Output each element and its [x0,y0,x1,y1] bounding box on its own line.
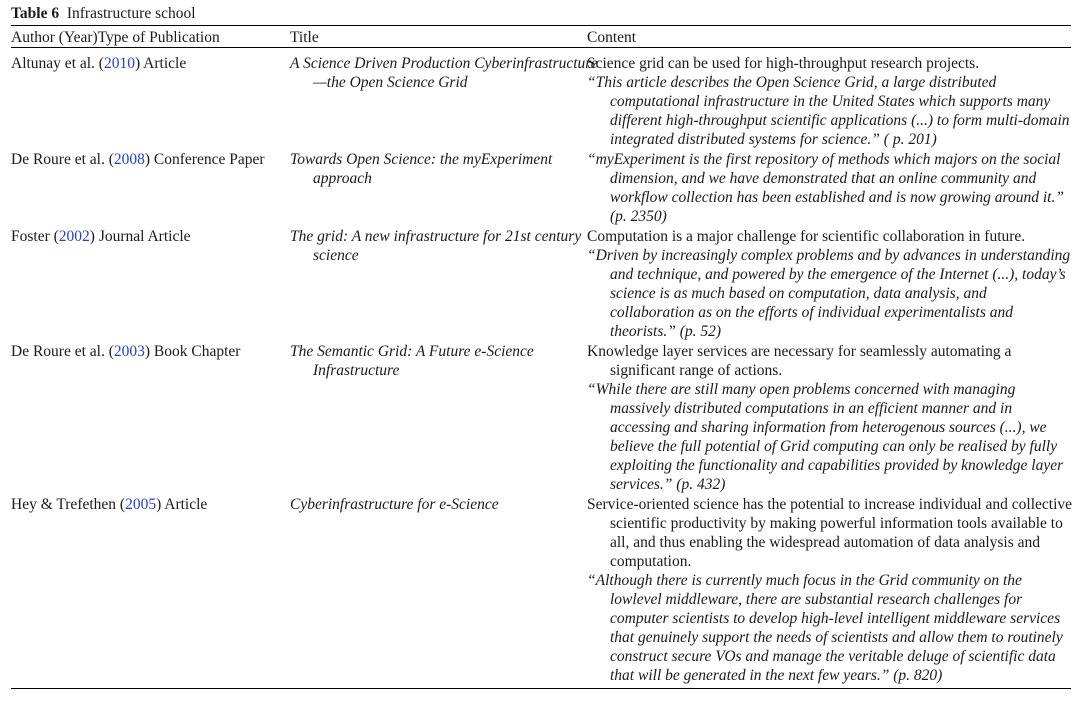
table-bottom-rule [11,688,1071,689]
row-3-title: The grid: A new infrastructure for 21st century science [290,228,582,264]
row-4-author: De Roure et al. (2003) Book Chapter [11,343,241,360]
citation-link[interactable]: 2003 [113,343,145,360]
row-2-content [587,150,1073,226]
citation-link[interactable]: 2008 [113,151,145,168]
row-4-title: The Semantic Grid: A Future e-Science Infrastructure [290,343,534,379]
citation-link[interactable]: 2010 [103,55,135,72]
row-5-title: Cyberinfrastructure for e-Science [290,496,499,513]
content-quote: “Although there is currently much focus in the Grid community on the lowlevel middleware, there are substantial research challenges for computer scientists to develop high-level intelligent middleware services that genuinely support the needs of scientists and allow them to routinely construct secure VOs and manage the veritable deluge of scientific data that will be generated in the next few years.” (p. 820) [587,572,1063,684]
citation-link[interactable]: 2002 [58,228,90,245]
row-5-content [587,495,1073,685]
table-top-rule [11,25,1071,26]
content-summary: Science grid can be used for high-throughput research projects. [587,55,980,72]
row-5-author: Hey & Trefethen (2005) Article [11,496,208,513]
table-header-rule [11,47,1071,48]
table-label: Table 6 [11,5,60,22]
content-quote: “myExperiment is the first repository of methods which majors on the social dimension, and we have demonstrated that an online community and workflow collection has been established and is now growing around it.” (p. 2350) [587,151,1064,225]
content-summary: Service-oriented science has the potential to increase individual and collective scientific productivity by making powerful information tools available to all, and thus enabling the widespread automation of data analysis and computation. [587,496,1073,570]
row-3-content [587,227,1073,341]
content-quote: “This article describes the Open Science Grid, a large distributed computational infrastructure in the United States which supports many different high-throughput scientific applications (...) to form multi-domain integrated distributed systems for science.” ( p. 201) [587,74,1070,148]
row-4-content [587,342,1073,494]
row-1-author: Altunay et al. (2010) Article [11,55,187,72]
table-caption [11,4,196,24]
row-2-title: Towards Open Science: the myExperiment approach [290,151,553,187]
row-1-content [587,54,1073,149]
citation-link[interactable]: 2005 [125,496,157,513]
header-author: Author (Year)Type of Publication [11,29,220,46]
header-content: Content [587,29,637,46]
content-summary: Knowledge layer services are necessary for seamlessly automating a significant range of actions. [587,343,1012,379]
content-quote: “Driven by increasingly complex problems and by advances in understanding and technique, and powered by the emergence of the Internet (...), today’s science is as much based on computation, data analysis, and collaboration as on the efforts of individual experimentalists and theorists.” (p. 52) [587,247,1071,340]
row-1-title: A Science Driven Production Cyberinfrastructure—the Open Science Grid [290,55,598,91]
row-2-author: De Roure et al. (2008) Conference Paper [11,151,265,168]
content-summary: Computation is a major challenge for scientific collaboration in future. [587,228,1026,245]
table-caption-text: Infrastructure school [66,5,196,22]
row-3-author: Foster (2002) Journal Article [11,228,191,245]
header-title: Title [290,29,319,46]
content-quote: “While there are still many open problems concerned with managing massively distributed computations in an efficient manner and in accessing and sharing information from heterogenous sources (...), we believe the full potential of Grid computing can only be realised by fully exploiting the functionality and capabilities provided by knowledge layer services.” (p. 432) [587,381,1064,493]
